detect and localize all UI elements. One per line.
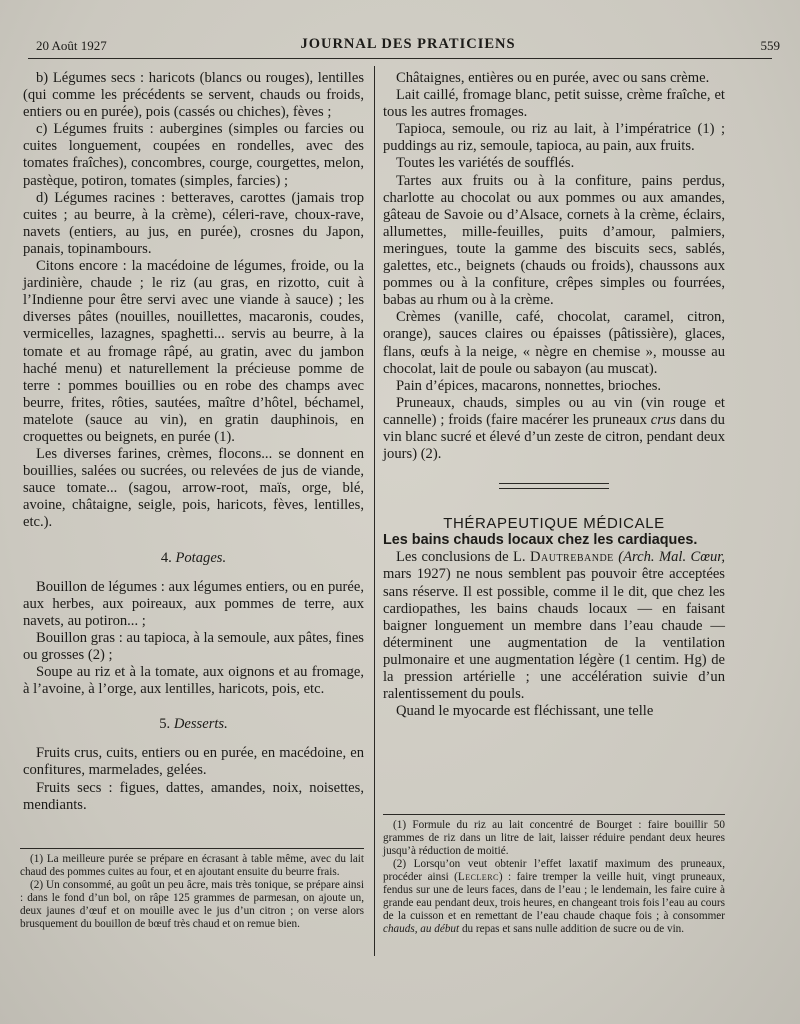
paragraph-pruneaux (383, 395, 725, 463)
text-run-italic: chauds, au début (383, 923, 460, 935)
section-heading-desserts (23, 716, 364, 733)
paragraph-fruits-crus: Fruits crus, cuits, entiers ou en purée, en macédoine, en confitures, marmelades, gelées. (23, 745, 364, 779)
right-column (383, 70, 725, 720)
text-run: mars 1927) ne nous semblent pas pouvoir être acceptées sans réserve. Il est possible, comme il le dit, que chez les cardiopathes, les bains chauds locaux — en faisant baigner longuement un membre dans l’eau chaude — déterminent une augmentation de la ventilation pulmonaire et une augmentation légère (1 centim. Hg) de la pression artérielle ; une accélération suivie d’un ralentissement du pouls. (383, 566, 725, 703)
paragraph-chataignes: Châtaignes, entières ou en purée, avec ou sans crème. (396, 70, 710, 86)
author-name: Leclerc (457, 871, 499, 883)
text-run: Pruneaux, chauds, simples ou au vin (vin rouge et cannelle) ; froids (faire macérer les pruneaux (383, 394, 725, 428)
paragraph-cremes: Crèmes (vanille, café, chocolat, caramel, citron, orange), sauces claires ou épaisses (pâtissière), glaces, flans, œufs à la neige, « nègre en chemise », mousse au chocolat, lait de poule ou sabayon (au muscat). (383, 309, 725, 377)
article-title: Les bains chauds locaux chez les cardiaques. (383, 532, 698, 549)
journal-reference: (Arch. Mal. Cœur, (613, 549, 725, 566)
left-footnotes (20, 848, 364, 931)
header-rule (28, 58, 772, 59)
left-column (23, 70, 364, 814)
paragraph-souffles: Toutes les variétés de soufflés. (396, 155, 575, 172)
section-title: Potages. (175, 549, 227, 566)
text-run: dans du vin blanc sucré et élevé d’un zeste de citron, pendant deux jours) (2). (383, 411, 725, 463)
paragraph-lait-caille: Lait caillé, fromage blanc, petit suisse, crème fraîche, et tous les autres fromages. (383, 87, 725, 121)
paragraph-tartes: Tartes aux fruits ou à la confiture, pains perdus, charlotte au chocolat ou aux pommes ou aux amandes, gâteau de Savoie ou d’Alsace, cornets à la crème, éclairs, allumettes, mille-feuilles, puits d’amour, palmiers, meringues, toute la gamme des biscuits secs, sablés, galettes, etc., beignets (chauds ou froids), chaussons aux pommes ou à la confiture, crêpes simples ou fourrées, babas au rhum ou à la crème. (383, 172, 725, 309)
footnote-rule (20, 848, 364, 849)
paragraph-legumes-fruits: c) Légumes fruits : aubergines (simples ou farcies ou cuites longuement, coupées en rondelles, avec des tomates fraîches), concombres, courge, courgettes, melon, pastèque, potiron, tomates (simples, farcies) ; (23, 121, 364, 189)
footnote-2 (383, 858, 725, 936)
author-name: Dautrebande (529, 549, 614, 566)
paragraph-tapioca: Tapioca, semoule, ou riz au lait, à l’impératrice (1) ; puddings au riz, semoule, tapioca, au pain, aux fruits. (383, 121, 725, 155)
footnote-1: (1) Formule du riz au lait concentré de Bourget : faire bouillir 50 grammes de riz dans un litre de lait, laisser réduire pendant deux heures jusqu’à réduction de moitié. (383, 819, 725, 857)
section-heading-therapeutique: THÉRAPEUTIQUE MÉDICALE (443, 515, 665, 533)
paragraph-farines: Les diverses farines, crèmes, flocons... se donnent en bouillies, salées ou sucrées, ou relevées de jus de viande, sauce tomate... (sagou, arrow-root, maïs, orge, blé, avoine, châtaigne, seigle, pois, haricots, fèves, lentilles, etc.). (23, 446, 364, 531)
paragraph-soupe: Soupe au riz et à la tomate, aux oignons et au fromage, à l’avoine, à l’orge, aux lentilles, haricots, pois, etc. (23, 664, 364, 698)
journal-title: JOURNAL DES PRATICIENS (300, 36, 516, 52)
paragraph-bouillon-legumes: Bouillon de légumes : aux légumes entiers, ou en purée, aux herbes, aux poireaux, aux pommes de terre, aux navets, au potiron... ; (23, 578, 364, 629)
footnote-2: (2) Un consommé, au goût un peu âcre, mais très tonique, se prépare ainsi : dans le fond d’un bol, on râpe 125 grammes de parmesan, on ajoute un, deux jaunes d’œuf et on mouille avec le jus d’un citron ; on verse alors brusquement du bouillon de bœuf très chaud et on remue bien. (20, 879, 364, 930)
column-divider (374, 66, 375, 956)
paragraph-legumes-racines: d) Légumes racines : betteraves, carottes (jamais trop cuites ; au beurre, à la crème), céleri-rave, choux-rave, navets (entiers, au jus, en purée), crosnes du Japon, panais, topinambours. (23, 189, 364, 257)
right-footnotes (383, 814, 725, 936)
article-paragraph-2: Quand le myocarde est fléchissant, une telle (396, 703, 654, 720)
text-run: du repas et sans nulle addition de sucre ou de vin. (459, 923, 685, 935)
paragraph-citons-encore: Citons encore : la macédoine de légumes, froide, ou la jardinière, chaude ; le riz (au gras, en rizotto, cuit à l’Indienne pour être servi avec une viande à sauce) ; les diverses pâtes (nouilles, nouillettes, macaronis, coudes, vermicelles, lazagnes, spaghetti... servis au beurre, à la tomate et au fromage râpé, au gratin, avec du jambon haché menu) et naturellement la précieuse pomme de terre : pommes bouillies ou en robe des champs avec beurre, frites, rôties, sautées, maître d’hôtel, béchamel, matelote (sauce au vin), en gratin dauphinois, en croquettes ou beignets, en purée (1). (23, 258, 364, 445)
page-number: 559 (760, 38, 780, 53)
paragraph-legumes-secs: b) Légumes secs : haricots (blancs ou rouges), lentilles (qui comme les précédents se servent, chauds ou froids, entiers ou en purée), pois (cassés ou chiches), fèves ; (23, 70, 364, 121)
section-heading-potages (23, 550, 364, 567)
paragraph-bouillon-gras: Bouillon gras : au tapioca, à la semoule, aux pâtes, fines ou grosses (2) ; (23, 629, 364, 663)
footnote-rule (383, 814, 725, 815)
paragraph-fruits-secs: Fruits secs : figues, dattes, amandes, noix, noisettes, mendiants. (23, 779, 364, 813)
section-number: 5. (159, 716, 171, 733)
issue-date: 20 Août 1927 (36, 38, 107, 53)
page-header (36, 36, 780, 58)
text-run: ) : faire tremper la veille huit, vingt pruneaux, fendus sur une de leurs faces, dans de l’eau ; le lendemain, les faire cuire à grande eau pendant deux, trois heures, en changeant trois fois l’eau au cours de la cuisson et en remettant de l’eau chaude chaque fois ; à consommer (383, 871, 726, 922)
section-number: 4. (160, 549, 172, 566)
text-run: Les conclusions de L. (396, 549, 530, 566)
paragraph-pain-epices: Pain d’épices, macarons, nonnettes, brioches. (396, 377, 662, 394)
double-rule-divider (499, 483, 609, 489)
footnote-1: (1) La meilleure purée se prépare en écrasant à table même, avec du lait chaud des pommes cuites au four, et en ajoutant ensuite du beurre frais. (20, 853, 364, 878)
text-run-italic: crus (650, 411, 676, 428)
text-run: (2) Lorsqu’on veut obtenir l’effet laxatif maximum des pruneaux, procéder ainsi ( (383, 858, 725, 883)
article-paragraph-1 (383, 549, 725, 703)
section-title: Desserts. (173, 716, 228, 733)
